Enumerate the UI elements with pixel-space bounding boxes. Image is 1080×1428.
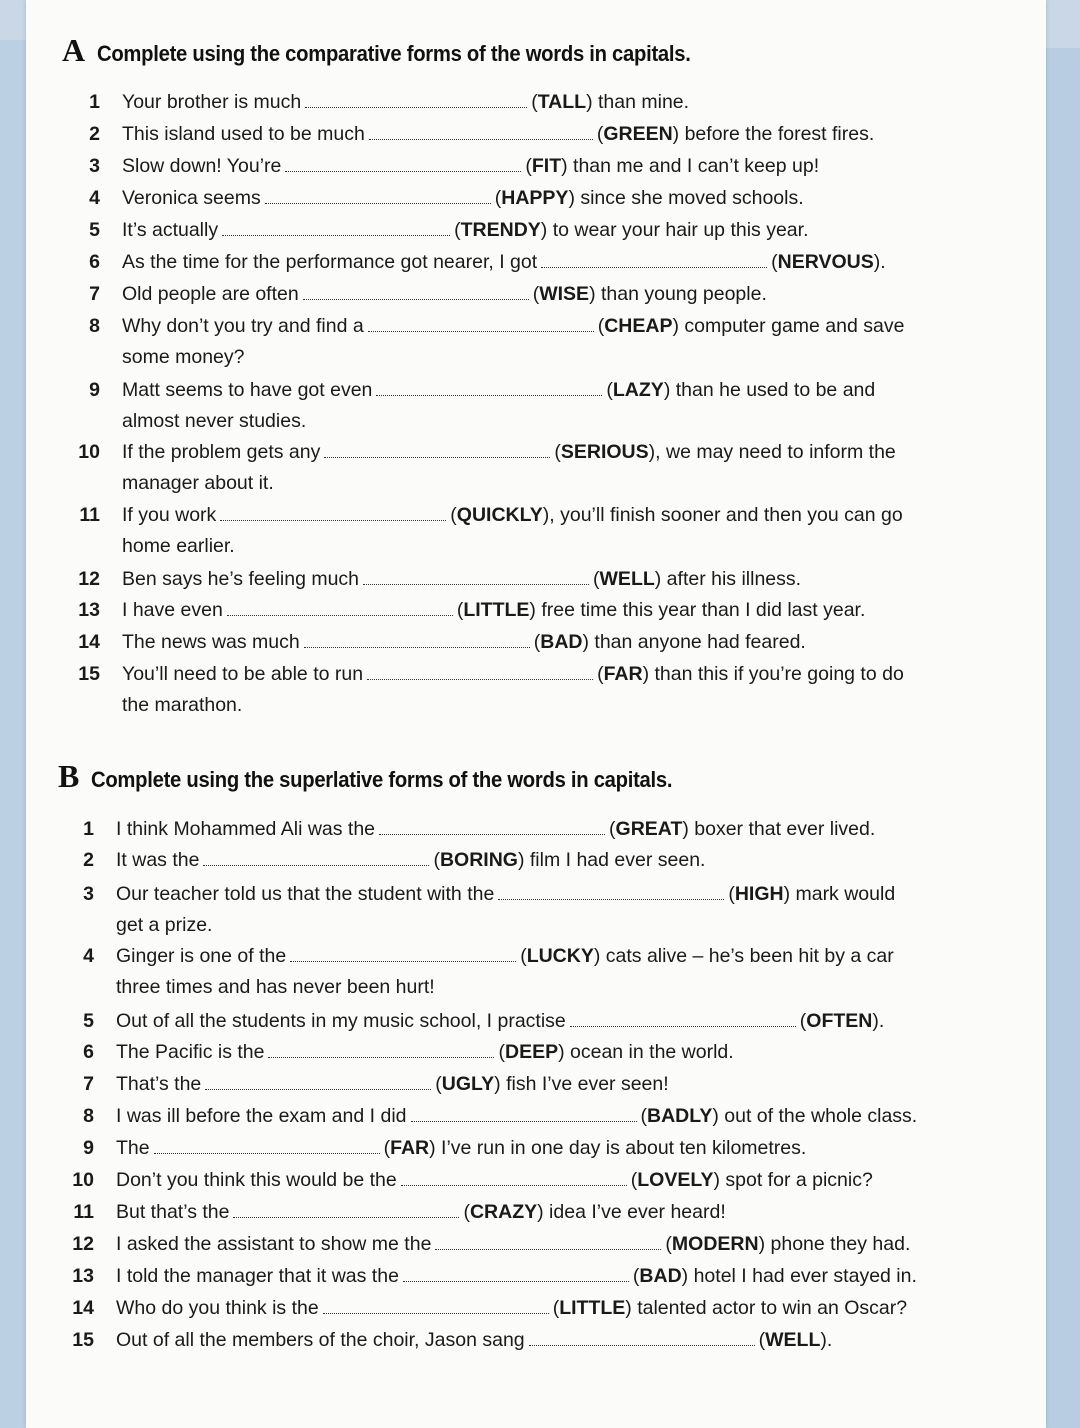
item-text-after: ) free time this year than I did last year. [529,599,866,621]
capital-word: LUCKY [526,945,594,967]
item-number: 3 [83,883,94,905]
capital-word: LITTLE [463,599,530,621]
item-text-after: ) before the forest fires. [672,123,875,145]
item-line [122,186,804,210]
capital-word: HAPPY [501,187,569,209]
item-line [116,1009,884,1033]
item-line [122,662,904,686]
item-number: 4 [89,187,100,209]
item-line [122,598,865,622]
item-text-before: Our teacher told us that the student with the [116,883,495,905]
open-paren: ( [456,599,464,621]
item-number: 7 [89,283,100,305]
capital-word: FAR [390,1137,430,1159]
item-number: 12 [72,1233,94,1255]
open-paren: ( [533,631,541,653]
item-number: 15 [72,1329,94,1351]
item-line [116,1040,734,1064]
answer-blank[interactable] [401,1177,627,1186]
item-number: 5 [83,1010,94,1032]
capital-word: MODERN [671,1233,759,1255]
open-paren: ( [498,1041,505,1063]
answer-blank[interactable] [285,163,521,172]
open-paren: ( [450,504,457,526]
item-text-before: Ginger is one of the [116,945,287,967]
answer-blank[interactable] [268,1049,494,1058]
open-paren: ( [532,283,540,305]
answer-blank[interactable] [403,1273,629,1282]
item-line [116,1296,907,1320]
item-line [116,1168,873,1192]
answer-blank[interactable] [227,607,453,616]
item-number: 10 [78,441,100,463]
open-paren: ( [606,379,613,401]
item-text-before: I asked the assistant to show me the [116,1233,432,1255]
answer-blank[interactable] [205,1081,431,1090]
item-number: 11 [73,1201,94,1223]
item-line [122,567,801,591]
item-text-after: ) out of the whole class. [712,1105,918,1127]
item-text-after: ) than me and I can’t keep up! [561,155,820,177]
item-number: 15 [78,663,100,685]
section-a-letter: A [62,32,86,68]
capital-word: CRAZY [469,1201,538,1223]
open-paren: ( [463,1201,470,1223]
open-paren: ( [494,187,502,209]
item-line [116,944,894,968]
item-text-before: I told the manager that it was the [116,1265,399,1287]
capital-word: LAZY [612,379,664,401]
item-line [122,90,689,114]
answer-blank[interactable] [305,99,527,108]
answer-blank[interactable] [304,639,530,648]
section-a-title: Complete using the comparative forms of the words in capitals. [97,41,691,66]
item-text-after: ) film I had ever seen. [517,849,706,871]
item-text-after: ) phone they had. [758,1233,911,1255]
item-text-after: ) talented actor to win an Oscar? [625,1297,908,1319]
item-line [116,1200,726,1224]
item-text-after: ) cats alive – he’s been hit by a car [593,945,894,967]
answer-blank[interactable] [265,195,491,204]
answer-blank[interactable] [220,512,446,521]
item-line [116,817,875,841]
item-text-before: If the problem gets any [122,441,321,463]
item-text-before: It was the [116,849,200,871]
item-number: 8 [89,315,100,337]
capital-word: WELL [765,1329,821,1351]
open-paren: ( [383,1137,391,1159]
open-paren: ( [596,123,604,145]
item-line [122,122,874,146]
answer-blank[interactable] [411,1113,637,1122]
open-paren: ( [597,315,605,337]
answer-blank[interactable] [203,857,429,866]
item-text-before: Out of all the students in my music school, I practise [116,1010,566,1032]
open-paren: ( [454,219,461,241]
item-number: 14 [72,1297,94,1319]
item-number: 11 [79,504,100,526]
capital-word: TALL [537,91,587,113]
item-line [116,1104,917,1128]
item-number: 13 [78,599,100,621]
answer-blank[interactable] [368,323,594,332]
item-line [122,378,875,402]
capital-word: HIGH [734,883,784,905]
item-text-before: I was ill before the exam and I did [116,1105,407,1127]
answer-blank[interactable] [303,291,529,300]
open-paren: ( [771,251,778,273]
item-number: 6 [83,1041,94,1063]
item-number: 13 [72,1265,94,1287]
item-text-after: ) to wear your hair up this year. [540,219,809,241]
answer-blank[interactable] [541,259,767,268]
item-line [116,1264,917,1288]
open-paren: ( [758,1329,766,1351]
background-strip-left [0,40,26,1428]
item-number: 1 [89,91,100,113]
open-paren: ( [609,818,616,840]
item-line [122,503,903,527]
answer-blank[interactable] [323,1305,549,1314]
item-text-before: Who do you think is the [116,1297,319,1319]
answer-blank[interactable] [435,1241,661,1250]
open-paren: ( [554,441,561,463]
capital-word: QUICKLY [456,504,543,526]
capital-word: CHEAP [604,315,673,337]
capital-word: LITTLE [559,1297,626,1319]
item-text-after: ) boxer that ever lived. [682,818,876,840]
open-paren: ( [665,1233,672,1255]
open-paren: ( [640,1105,647,1127]
capital-word: OFTEN [806,1010,873,1032]
answer-blank[interactable] [233,1209,459,1218]
item-line [116,1072,669,1096]
item-number: 10 [72,1169,94,1191]
item-text-after: ) ocean in the world. [558,1041,734,1063]
capital-word: FIT [531,155,562,177]
item-number: 6 [89,251,100,273]
item-text-before: Matt seems to have got even [122,379,373,401]
item-text-before: That’s the [116,1073,202,1095]
capital-word: BAD [639,1265,682,1287]
item-text-after: ). [820,1329,833,1351]
item-continuation: manager about it. [122,472,274,494]
item-line [116,1232,910,1256]
item-text-before: This island used to be much [122,123,365,145]
item-number: 5 [89,219,100,241]
item-text-before: It’s actually [122,219,219,241]
answer-blank[interactable] [498,891,724,900]
capital-word: WELL [599,568,655,590]
open-paren: ( [630,1169,638,1191]
item-text-after: ) idea I’ve ever heard! [537,1201,726,1223]
item-text-before: Don’t you think this would be the [116,1169,397,1191]
item-text-before: But that’s the [116,1201,230,1223]
item-text-before: Old people are often [122,283,299,305]
item-text-after: ) after his illness. [654,568,802,590]
answer-blank[interactable] [154,1145,380,1154]
item-continuation: almost never studies. [122,410,307,432]
open-paren: ( [552,1297,560,1319]
item-number: 4 [83,945,94,967]
section-a-heading [62,32,742,69]
capital-word: TRENDY [460,219,541,241]
item-line [122,630,806,654]
capital-word: BADLY [647,1105,713,1127]
capital-word: NERVOUS [777,251,874,273]
item-text-before: Why don’t you try and find a [122,315,364,337]
open-paren: ( [520,945,527,967]
open-paren: ( [593,568,600,590]
item-line [122,250,886,274]
item-line [122,440,896,464]
item-text-after: ) fish I’ve ever seen! [494,1073,669,1095]
item-text-after: ), you’ll finish sooner and then you can go [542,504,903,526]
item-number: 9 [83,1137,94,1159]
item-number: 7 [83,1073,94,1095]
capital-word: WISE [539,283,590,305]
item-text-after: ) hotel I had ever stayed in. [681,1265,917,1287]
answer-blank[interactable] [290,953,516,962]
item-text-before: Out of all the members of the choir, Jason sang [116,1329,525,1351]
item-line [116,848,705,872]
capital-word: FAR [603,663,643,685]
item-number: 3 [89,155,100,177]
item-number: 8 [83,1105,94,1127]
capital-word: BORING [439,849,518,871]
item-text-before: The news was much [122,631,300,653]
item-text-after: ) than mine. [586,91,690,113]
item-line [116,882,895,906]
open-paren: ( [531,91,538,113]
answer-blank[interactable] [529,1337,755,1346]
item-number: 12 [78,568,100,590]
capital-word: BAD [540,631,583,653]
item-text-before: Slow down! You’re [122,155,282,177]
item-text-before: Ben says he’s feeling much [122,568,360,590]
item-number: 2 [83,849,94,871]
section-b-title: Complete using the superlative forms of the words in capitals. [91,767,673,792]
item-continuation: three times and has never been hurt! [116,976,435,998]
item-text-before: Veronica seems [122,187,261,209]
section-b-letter: B [58,758,80,794]
open-paren: ( [632,1265,640,1287]
item-text-after: ), we may need to inform the [648,441,896,463]
item-line [122,314,904,338]
item-text-before: Your brother is much [122,91,302,113]
item-continuation: the marathon. [122,694,243,716]
item-continuation: get a prize. [116,914,213,936]
item-number: 9 [89,379,100,401]
item-text-before: As the time for the performance got nearer, I got [122,251,538,273]
item-number: 1 [83,818,94,840]
capital-word: SERIOUS [560,441,649,463]
answer-blank[interactable] [379,826,605,835]
open-paren: ( [525,155,532,177]
worksheet-page [26,0,1046,1428]
item-line [122,218,809,242]
item-text-before: The [116,1137,150,1159]
section-b-heading [58,758,723,795]
item-text-after: ) I’ve run in one day is about ten kilometres. [429,1137,807,1159]
capital-word: GREAT [615,818,683,840]
open-paren: ( [799,1010,807,1032]
item-text-after: ) than young people. [589,283,767,305]
background-strip-right [1042,48,1080,1428]
capital-word: LOVELY [637,1169,714,1191]
capital-word: DEEP [504,1041,559,1063]
item-number: 14 [78,631,100,653]
item-line [116,1328,832,1352]
item-text-before: I think Mohammed Ali was the [116,818,376,840]
item-text-after: ) mark would [783,883,896,905]
answer-blank[interactable] [363,576,589,585]
answer-blank[interactable] [222,227,450,236]
item-line [122,282,767,306]
item-text-before: I have even [122,599,223,621]
item-text-after: ) than anyone had feared. [582,631,806,653]
item-line [122,154,819,178]
capital-word: UGLY [441,1073,495,1095]
item-text-after: ). [872,1010,885,1032]
item-text-after: ) than this if you’re going to do [642,663,904,685]
item-text-after: ) than he used to be and [663,379,876,401]
capital-word: GREEN [603,123,673,145]
item-number: 2 [89,123,100,145]
item-text-after: ). [873,251,886,273]
answer-blank[interactable] [324,449,550,458]
answer-blank[interactable] [376,387,602,396]
open-paren: ( [597,663,604,685]
item-text-before: The Pacific is the [116,1041,265,1063]
item-continuation: home earlier. [122,535,235,557]
item-text-before: If you work [122,504,217,526]
answer-blank[interactable] [369,131,593,140]
item-line [116,1136,806,1160]
open-paren: ( [435,1073,442,1095]
item-continuation: some money? [122,346,245,368]
item-text-after: ) spot for a picnic? [713,1169,873,1191]
item-text-after: ) computer game and save [672,315,905,337]
open-paren: ( [433,849,440,871]
answer-blank[interactable] [570,1018,796,1027]
answer-blank[interactable] [367,671,593,680]
open-paren: ( [728,883,735,905]
item-text-after: ) since she moved schools. [568,187,804,209]
item-text-before: You’ll need to be able to run [122,663,364,685]
